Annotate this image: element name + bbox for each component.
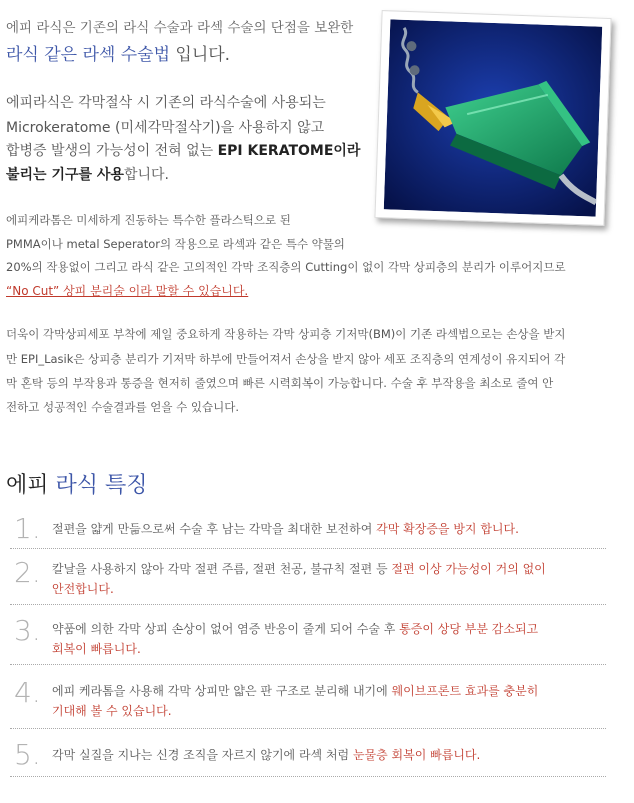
feature-text-highlight: 눈물층 회복이 빠릅니다. <box>352 748 481 762</box>
para2-line3: 막 혼탁 등의 부작용과 통증을 현저히 줄였으며 빠른 시력회복이 가능합니다. 수술 후 부작용을 최소로 줄여 안 <box>6 376 554 390</box>
epi-keratome-photo <box>374 10 611 226</box>
feature-number: 3. <box>14 614 41 647</box>
section-title-plain: 에피 <box>6 473 56 498</box>
feature-number: 5. <box>14 738 41 771</box>
epi-keratome-illustration <box>384 19 603 216</box>
feature-text <box>52 619 538 659</box>
feature-text-highlight: 각막 확장증을 방지 합니다. <box>376 522 519 536</box>
feature-number: 2. <box>14 556 41 589</box>
para1-line4-bold: 불리는 기구를 사용 <box>6 167 124 183</box>
feature-number: 1. <box>14 512 41 545</box>
feature-item-4 <box>10 676 606 729</box>
para1-line4-plain: 합니다. <box>123 167 169 183</box>
feature-text-plain: 각막 실질을 지나는 신경 조직을 자르지 않기에 라섹 처럼 <box>52 748 353 762</box>
no-cut-statement: “No Cut” 상피 분리술 이라 말할 수 있습니다. <box>6 284 249 298</box>
feature-text <box>52 681 538 721</box>
feature-item-3 <box>10 614 606 665</box>
feature-text-highlight-2: 회복이 빠릅니다. <box>52 642 141 656</box>
feature-text-highlight: 절편 이상 가능성이 거의 없이 <box>391 562 546 576</box>
subtitle-rest: 입니다. <box>170 45 231 65</box>
para1-line2: Microkeratome (미세각막절삭기)을 사용하지 않고 <box>6 120 325 136</box>
small-line3: 20%의 작용없이 그리고 라식 같은 고의적인 각막 조직층의 Cutting이 없이 각막 상피층의 분리가 이루어지므로 <box>6 260 566 274</box>
section-title <box>6 468 148 499</box>
feature-text-highlight: 웨이브프론트 효과를 충분히 <box>391 684 539 698</box>
feature-text-highlight-2: 기대해 볼 수 있습니다. <box>52 704 172 718</box>
para2-line2: 만 EPI_Lasik은 상피층 분리가 기저막 하부에 만들어져서 손상을 받지 않아 세포 조직층의 연계성이 유지되어 각 <box>6 352 566 366</box>
feature-text <box>52 559 546 599</box>
feature-text <box>52 519 519 539</box>
small-line2: PMMA이나 metal Seperator의 작용으로 라섹과 같은 특수 약물의 <box>6 237 345 251</box>
feature-item-1 <box>10 512 606 549</box>
feature-text-plain: 칼날을 사용하지 않아 각막 절편 주름, 절편 천공, 불규칙 절편 등 <box>52 562 392 576</box>
feature-item-2 <box>10 556 606 605</box>
feature-text-plain: 절편을 얇게 만듦으로써 수술 후 남는 각막을 최대한 보전하여 <box>52 522 377 536</box>
para1-line3-plain: 합병증 발생의 가능성이 전혀 없는 <box>6 143 218 159</box>
para2-line1: 더욱이 각막상피세포 부착에 제일 중요하게 작용하는 각막 상피층 기저막(BM)이 기존 라섹법으로는 손상을 받지 <box>6 327 566 341</box>
feature-item-5 <box>10 738 606 777</box>
feature-text-highlight-2: 안전합니다. <box>52 582 114 596</box>
feature-number: 4. <box>14 676 41 709</box>
feature-text <box>52 745 480 765</box>
intro-subtitle <box>6 40 230 65</box>
subtitle-accent: 라식 같은 라섹 수술법 <box>6 45 171 65</box>
para1-line3-bold: EPI KERATOME이라 <box>217 143 361 159</box>
section-title-accent: 라식 특징 <box>55 473 148 498</box>
para1-line1: 에피라식은 각막절삭 시 기존의 라식수술에 사용되는 <box>6 95 326 111</box>
feature-text-highlight: 통증이 상당 부분 감소되고 <box>399 622 539 636</box>
small-line1: 에피케라톰은 미세하게 진동하는 특수한 플라스틱으로 된 <box>6 213 291 227</box>
para2-line4: 전하고 성공적인 수술결과를 얻을 수 있습니다. <box>6 400 240 414</box>
para1-line3 <box>6 140 360 160</box>
para1-line4 <box>6 164 169 184</box>
intro-text: 에피 라식은 기존의 라식 수술과 라섹 수술의 단점을 보완한 <box>6 20 354 36</box>
feature-text-plain: 약품에 의한 각막 상피 손상이 없어 염증 반응이 줄게 되어 수술 후 <box>52 622 400 636</box>
feature-text-plain: 에피 케라톰을 사용해 각막 상피만 얇은 판 구조로 분리해 내기에 <box>52 684 392 698</box>
